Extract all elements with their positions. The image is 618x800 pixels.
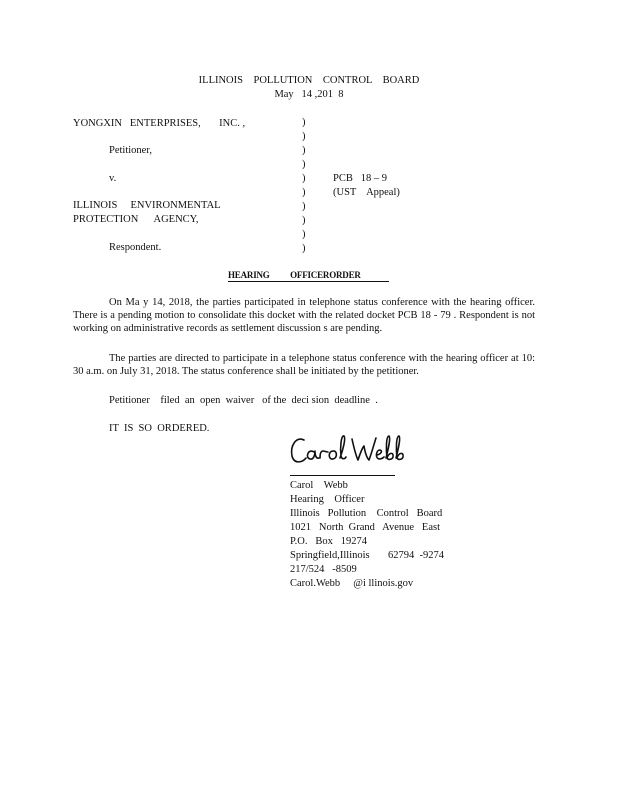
order-date: May 14 ,201 8 bbox=[274, 89, 344, 100]
respondent-name-line1: ILLINOIS ENVIRONMENTAL bbox=[73, 200, 221, 211]
so-ordered: IT IS SO ORDERED. bbox=[109, 423, 210, 434]
caption-parentheses bbox=[302, 116, 306, 256]
paragraph-2: The parties are directed to participate in a telephone status conference with the hearing officer at 10: 30 a.m. on July 31, 2018. The status conference shall be initiated by the petitioner. bbox=[73, 353, 535, 377]
paren: ) bbox=[302, 145, 306, 156]
signer-city: Springfield,Illinois 62794 -9274 bbox=[290, 550, 444, 561]
petitioner-role: Petitioner, bbox=[109, 145, 153, 156]
signer-org: Illinois Pollution Control Board bbox=[290, 508, 443, 519]
signer-po-box: P.O. Box 19274 bbox=[290, 536, 368, 547]
respondent-role: Respondent. bbox=[109, 242, 162, 253]
petitioner-name: YONGXIN ENTERPRISES, INC. , bbox=[73, 118, 246, 129]
case-type: (UST Appeal) bbox=[333, 187, 400, 198]
paren: ) bbox=[302, 201, 306, 212]
paren: ) bbox=[302, 215, 306, 226]
versus: v. bbox=[109, 173, 117, 184]
signer-name: Carol Webb bbox=[290, 480, 348, 491]
signature-line bbox=[290, 475, 395, 476]
paren: ) bbox=[302, 159, 306, 170]
paragraph-3: Petitioner filed an open waiver of the deci sion deadline . bbox=[109, 395, 378, 406]
paren: ) bbox=[302, 229, 306, 240]
case-number: PCB 18 – 9 bbox=[333, 173, 387, 184]
paren: ) bbox=[302, 131, 306, 142]
paragraph-1: On Ma y 14, 2018, the parties participated in telephone status conference with the hearing officer. There is a pending motion to consolidate this docket with the related docket PCB 18 - 79 . Respondent is not working on administrative records as settlement discussion s are pending. bbox=[73, 297, 535, 334]
signer-email[interactable]: Carol.Webb @i llinois.gov bbox=[290, 578, 414, 589]
paren: ) bbox=[302, 187, 306, 198]
paren: ) bbox=[302, 173, 306, 184]
signer-phone: 217/524 -8509 bbox=[290, 564, 357, 575]
handwritten-signature bbox=[288, 430, 418, 470]
board-title: ILLINOIS POLLUTION CONTROL BOARD bbox=[198, 75, 420, 86]
order-title-underline bbox=[228, 281, 389, 282]
paren: ) bbox=[302, 117, 306, 128]
signer-title: Hearing Officer bbox=[290, 494, 365, 505]
signer-street: 1021 North Grand Avenue East bbox=[290, 522, 440, 533]
respondent-name-line2: PROTECTION AGENCY, bbox=[73, 214, 199, 225]
paren: ) bbox=[302, 243, 306, 254]
order-title: HEARING OFFICERORDER bbox=[228, 270, 361, 280]
